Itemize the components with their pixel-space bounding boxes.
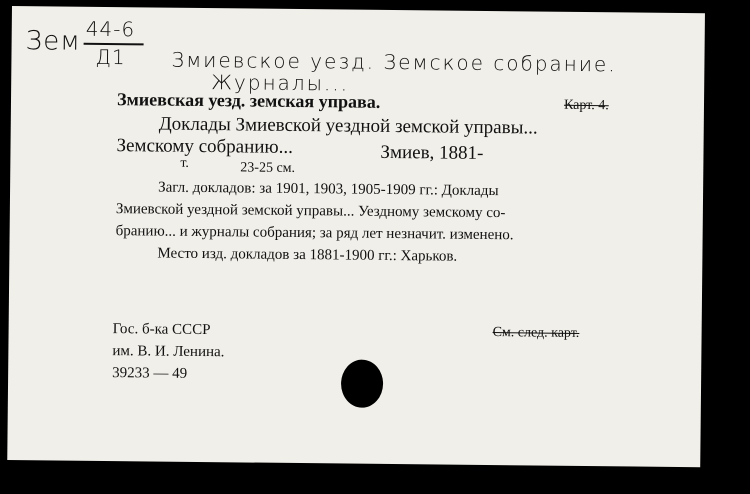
- call-number-prefix: Зем: [25, 26, 81, 57]
- call-number-bottom: Д1: [95, 44, 126, 70]
- library-line3: 39233 — 49: [112, 365, 188, 382]
- note-line4: Место изд. докладов за 1881-1900 гг.: Харьков.: [157, 245, 458, 265]
- title-line1: Доклады Змиевской уездной земской управы...: [158, 113, 538, 139]
- see-next-card-crossed: См. след. карт.: [492, 325, 580, 341]
- author-heading: Змиевская уезд. земская управа.: [116, 89, 381, 112]
- catalog-card: [7, 6, 705, 467]
- note-line3: бранию... и журналы собрания; за ряд лет незначит. изменено.: [115, 223, 514, 244]
- call-number-top: 44-6: [85, 16, 136, 42]
- volume-abbr: т.: [180, 155, 190, 171]
- library-line2: им. В. И. Ленина.: [112, 343, 225, 361]
- card-ref-crossed: Карт. 4.: [563, 97, 609, 114]
- handwritten-heading-line2: Журналы...: [211, 70, 350, 96]
- library-line1: Гос. б-ка СССР: [112, 321, 211, 339]
- card-punch-hole: [341, 359, 384, 407]
- note-line1: Загл. докладов: за 1901, 1903, 1905-1909 гг.: Доклады: [158, 179, 499, 200]
- place-year: Змиев, 1881-: [380, 141, 484, 164]
- title-line2: Земскому собранию...: [116, 135, 294, 158]
- handwritten-heading-line1: Змиевское уезд. Земское собрание.: [171, 47, 617, 77]
- note-line2: Змиевской уездной земской управы... Уездному земскому со-: [115, 201, 506, 222]
- size-note: 23-25 см.: [240, 160, 296, 176]
